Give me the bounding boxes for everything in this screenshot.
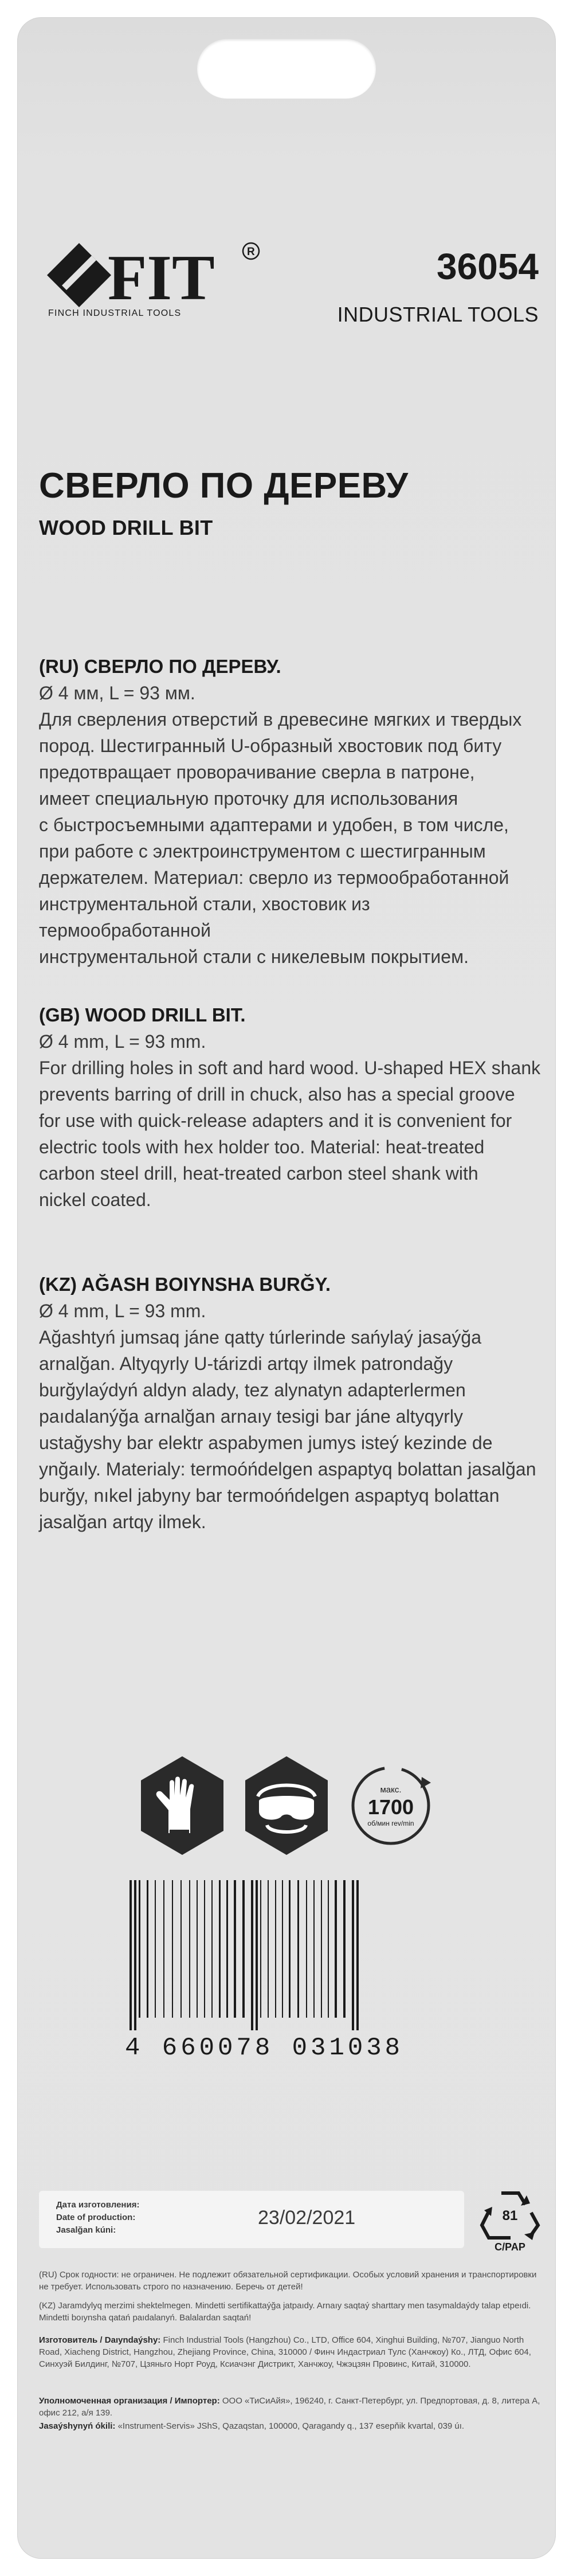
product-title-gb: WOOD DRILL BIT xyxy=(39,516,213,539)
section-dimensions: Ø 4 mm, L = 93 mm. xyxy=(39,1301,206,1321)
section-ru xyxy=(39,653,543,970)
section-head: (RU) СВЕРЛО ПО ДЕРЕВУ. xyxy=(39,656,281,677)
maker-label: Изготовитель / Daıyndaýshy: xyxy=(39,2335,161,2345)
kz-importer-label: Jasaýshynyń ókili: xyxy=(39,2421,116,2431)
brand-tagline: FINCH INDUSTRIAL TOOLS xyxy=(48,308,182,318)
section-body: Для сверления отверстий в древесине мягких и твердых пород. Шестигранный U-образный хвостовик под биту предотвращает проворачивание сверла в патроне, имеет специальную проточку для использования с быстросъемными адаптерами и удобен, в том числе, при работе с электроинструментом с шестигранным держателем. Материал: сверло из термообработанной инструментальной стали, хвостовик из термообработанной инструментальной стали с никелевым покрытием. xyxy=(39,709,522,967)
production-date-box xyxy=(39,2191,464,2248)
fine-print-importer xyxy=(39,2395,543,2419)
gloves-icon xyxy=(136,1754,228,1857)
section-body: For drilling holes in soft and hard wood. U-shaped HEX shank prevents barring of drill in chuck, also has a special groove for use with quick-release adapters and it is convenient for electric tools with hex holder too. Material: heat-treated carbon steel drill, heat-treated carbon steel shank with nickel coated. xyxy=(39,1058,541,1210)
section-head: (GB) WOOD DRILL BIT. xyxy=(39,1004,246,1025)
barcode-bars xyxy=(125,1880,449,2030)
article-number: 36054 xyxy=(437,246,539,287)
fine-print-ru: (RU) Срок годности: не ограничен. Не подлежит обязательной сертификации. Особых условий хранения и транспортировки не требует. Использовать строго по назначению. Беречь от детей! xyxy=(39,2270,537,2292)
section-head: (KZ) AĞASH BOIYNSHA BURĞY. xyxy=(39,1274,331,1295)
recycle-code: 81 xyxy=(502,2208,518,2223)
fine-print-maker xyxy=(39,2334,543,2370)
fine-print-kz-importer xyxy=(39,2420,543,2432)
product-title-ru: СВЕРЛО ПО ДЕРЕВУ xyxy=(39,466,409,506)
fine-print-kz: (KZ) Jaramdylyq merzimi shektelmegen. Mindetti sertifikattaýğa jatpaıdy. Arnaıy saqtaý sharttary men tasymaldaýdy talap etpeıdi. Mindetti boıynsha qatań paıdalanyń. Balalardan saqtań! xyxy=(39,2301,531,2323)
rpm-unit: об/мин rev/min xyxy=(367,1819,414,1827)
rpm-label: макс. xyxy=(380,1785,402,1795)
rpm-value: 1700 xyxy=(367,1795,414,1819)
section-kz xyxy=(39,1271,543,1535)
logo-text: FIT xyxy=(108,242,215,308)
production-date-label: Дата изготовления: Date of production: Jasalğan kúni: xyxy=(56,2200,140,2235)
section-dimensions: Ø 4 mm, L = 93 mm. xyxy=(39,1031,206,1052)
recycle-label: C/PAP xyxy=(494,2241,525,2253)
safety-goggles-icon xyxy=(241,1754,332,1857)
maker-text: Finch Industrial Tools (Hangzhou) Co., LTD, Office 604, Xinghui Building, №707, Jianguo North Road, Xiacheng District, Hangzhou, Zhejiang Province, China, 310000 / Финч Индастриал Тулс (Ханчжоу) Ко., ЛТД, Офис 604, Синхуэй Билдинг, №707, Цзяньго Норт Роуд, Ксиачэнг Дистрикт, Ханчжоу, Чжэцзян Провинс, Китай, 310000. xyxy=(39,2335,531,2369)
brand-line: INDUSTRIAL TOOLS xyxy=(337,303,539,326)
barcode-number: 4 660078 031038 xyxy=(125,2034,404,2062)
brand-logo xyxy=(46,241,264,318)
section-body: Ağashtyń jumsaq jáne qatty túrlerinde sańylaý jasaýğa arnalğan. Altyqyrly U-tárizdi artqy ilmek patrondağy burğylaýdyń aldyn alady, tez alynatyn adapterlermen paıdalanýğa arnalğan arnaıy tesigi bar jáne altyqyrly ustağyshy bar elektr aspabymen jumys isteý kezinde de ynğaıly. Materialy: termoóńdelgen aspaptyq bolattan jasalğan burğy, nıkel jabyny bar termoóńdelgen aspaptyq bolattan jasalğan artqy ilmek. xyxy=(39,1327,536,1532)
section-dimensions: Ø 4 мм, L = 93 мм. xyxy=(39,683,195,703)
section-gb xyxy=(39,1002,543,1213)
usage-icons xyxy=(0,1754,573,1869)
svg-text:R: R xyxy=(247,246,255,258)
kz-importer-text: «Instrument-Servis» JShS, Qazaqstan, 100000, Qaragandy q., 137 esepňik kvartal, 039 úı. xyxy=(117,2421,465,2431)
recycle-mark xyxy=(473,2185,547,2260)
production-date-value: 23/02/2021 xyxy=(258,2207,356,2229)
barcode xyxy=(125,1880,449,2069)
fit-logo-icon xyxy=(46,241,275,308)
importer-label: Уполномоченная организация / Импортер: xyxy=(39,2396,220,2406)
importer-text: ООО «ТиСиАйя», 196240, г. Санкт-Петербург, ул. Предпортовая, д. 8, литера А, офис 212, а/я 139. xyxy=(39,2396,540,2418)
hang-hole xyxy=(197,39,376,99)
